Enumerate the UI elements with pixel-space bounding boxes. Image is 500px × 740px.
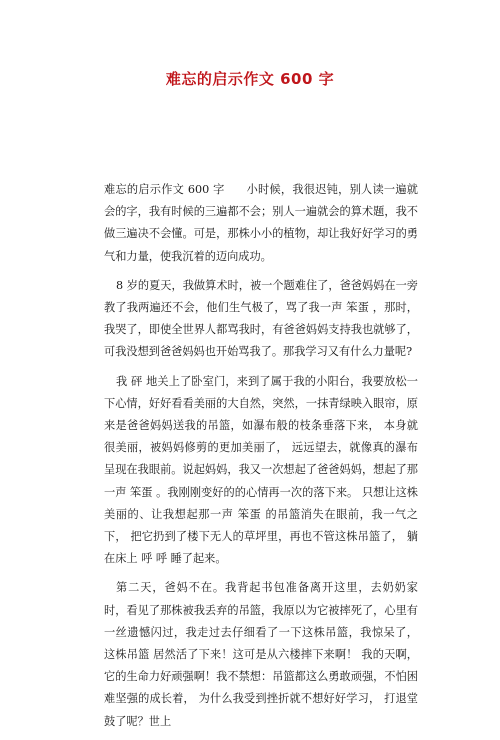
paragraph-1-text: 小时候，我很迟钝，别人读一遍就会的字，我有时候的三遍都不会；别人一遍就会的算术题，我不做三遍决不会懂。可是，那株小小的植物，却让我好好学习的勇气和力量，使我沉着的迈向成功。 — [104, 183, 418, 263]
paragraph-1 — [104, 179, 418, 268]
paragraph-4: 第二天，爸妈不在。我背起书包准备离开这里，去奶奶家时，看见了那株被我丢弃的吊篮，我原以为它被摔死了，心里有一丝遗憾闪过，我走过去仔细看了一下这株吊篮，我惊呆了， 这株吊篮 居然活了下来！这可是从六楼摔下来啊！ 我的天啊，它的生命力好顽强啊！我不禁想：吊篮都这么勇敢顽强，不怕困难坚强的成长着， 为什么我受到挫折就不想好好学习， 打退堂鼓了呢？世上 — [104, 581, 418, 728]
paragraph-2: 8 岁的夏天，我做算术时，被一个题难住了，爸爸妈妈在一旁教了我两遍还不会，他们生气极了，骂了我一声 笨蛋 ，那时，我哭了，即使全世界人都骂我时，有爸爸妈妈支持我也就够了，可我没想到爸爸妈妈也开始骂我了。那我学习又有什么力量呢? — [104, 278, 418, 359]
lead-title: 难忘的启示作文 600 字 — [104, 183, 225, 196]
document-title: 难忘的启示作文 600 字 — [165, 70, 335, 88]
paragraph-3: 我 砰 地关上了卧室门，来到了属于我的小阳台，我要放松一下心情，好好看看美丽的大自然，突然，一抹青绿映入眼帘，原来是爸爸妈妈送我的吊篮，如瀑布般的枝条垂落下来， 本身就很美丽，被妈妈修剪的更加美丽了， 远远望去，就像真的瀑布呈现在我眼前。说起妈妈，我又一次想起了爸爸妈妈，想起了那一声 笨蛋 。我刚刚变好的的心情再一次的落下来。 只想让这株美丽的、让我想起那一声 笨蛋 的吊篮消失在眼前，我一气之下， 把它扔到了楼下无人的草坪里，再也不管这株吊篮了， 躺在床上 呼 呼 睡了起来。 — [104, 374, 418, 566]
document-body — [104, 179, 418, 740]
